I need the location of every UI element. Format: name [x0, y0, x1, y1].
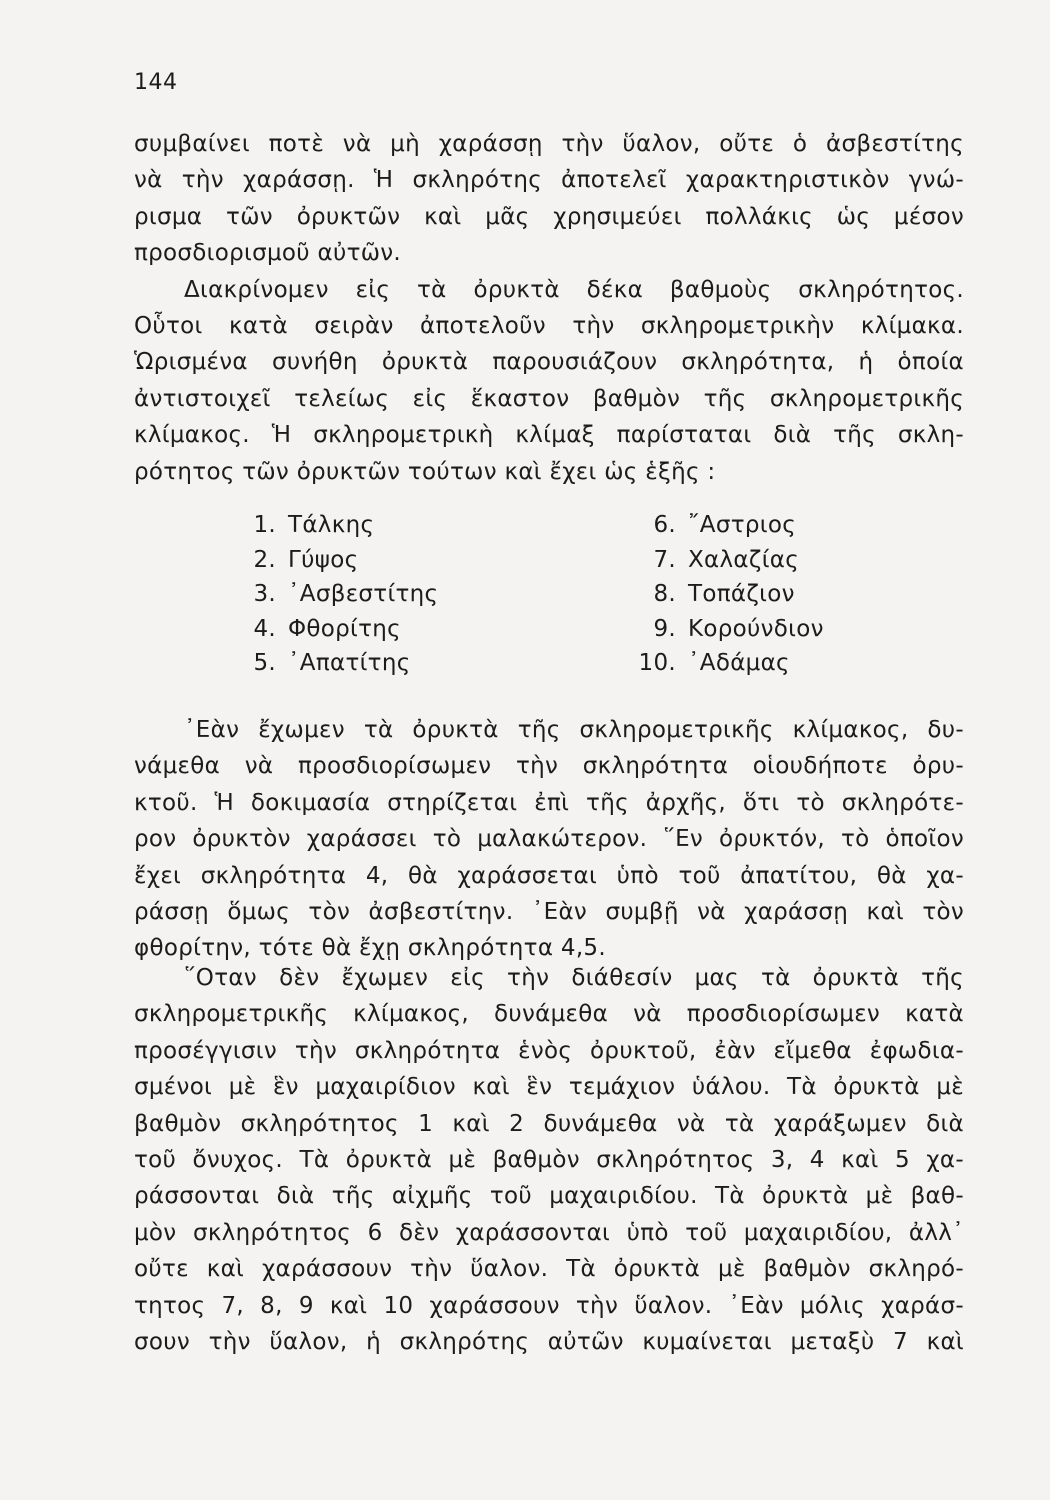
text-line: ράσσῃ ὅμως τὸν ἀσβεστίτην. ᾿Εὰν συμβῇ νὰ χαράσσῃ καὶ τὸν — [134, 899, 964, 926]
text-line: ρότητος τῶν ὀρυκτῶν τούτων καὶ ἔχει ὡς ἑξῆς : — [134, 458, 716, 485]
scale-item — [630, 543, 824, 578]
text-line: ρον ὀρυκτὸν χαράσσει τὸ μαλακώτερον. ῞Εν ὀρυκτόν, τὸ ὁποῖον — [134, 826, 964, 853]
text-line: τητος 7, 8, 9 καὶ 10 χαράσσουν τὴν ὕαλον. ᾿Εὰν μόλις χαράσ- — [134, 1292, 964, 1319]
text-line: συμβαίνει ποτὲ νὰ μὴ χαράσσῃ τὴν ὕαλον, οὔτε ὁ ἀσβεστίτης — [134, 131, 964, 157]
scale-item-number: 10. — [638, 650, 676, 677]
scale-item — [230, 612, 438, 647]
paragraph-field-test — [134, 960, 964, 1360]
scale-item-number: 3. — [253, 581, 276, 608]
scale-item-number: 5. — [253, 650, 276, 677]
text-line: προσέγγισιν τὴν σκληρότητα ἑνὸς ὀρυκτοῦ, ἐὰν εἴμεθα ἐφωδια- — [134, 1037, 964, 1064]
scale-item-mineral: ᾿Ασβεστίτης — [288, 581, 439, 608]
scale-item-mineral: Γύψος — [288, 546, 359, 573]
scale-item-number: 8. — [653, 581, 676, 608]
scale-item — [630, 646, 824, 681]
text-line: νάμεθα νὰ προσδιορίσωμεν τὴν σκληρότητα οἱουδήποτε ὀρυ- — [134, 753, 964, 780]
text-line: βαθμὸν σκληρότητος 1 καὶ 2 δυνάμεθα νὰ τὰ χαράξωμεν διὰ — [134, 1110, 964, 1137]
hardness-scale-left-column — [230, 508, 438, 681]
text-line: τοῦ ὄνυχος. Τὰ ὀρυκτὰ μὲ βαθμὸν σκληρότητος 3, 4 καὶ 5 χα- — [134, 1147, 964, 1174]
paragraph-hardness-intro — [134, 126, 964, 490]
text-line: Διακρίνομεν εἰς τὰ ὀρυκτὰ δέκα βαθμοὺς σκληρότητος. — [184, 276, 964, 303]
scale-item-number: 6. — [653, 512, 676, 538]
text-line: Ὡρισμένα συνήθη ὀρυκτὰ παρουσιάζουν σκληρότητα, ἡ ὁποία — [134, 349, 964, 376]
hardness-scale-right-column — [630, 508, 824, 681]
page-number: 144 — [134, 70, 178, 95]
text-line: Οὗτοι κατὰ σειρὰν ἀποτελοῦν τὴν σκληρομετρικὴν κλίμακα. — [134, 313, 964, 340]
paragraph-scale-usage — [134, 712, 964, 967]
scale-item-number: 7. — [653, 546, 676, 573]
scale-item-mineral: ᾿Αδάμας — [688, 650, 790, 677]
scale-item — [630, 508, 824, 543]
text-line: ρισμα τῶν ὀρυκτῶν καὶ μᾶς χρησιμεύει πολλάκις ὡς μέσον — [134, 203, 964, 230]
scale-item — [230, 646, 438, 681]
text-line: κτοῦ. Ἡ δοκιμασία στηρίζεται ἐπὶ τῆς ἀρχῆς, ὅτι τὸ σκληρότε- — [134, 789, 964, 816]
scale-item-mineral: Χαλαζίας — [688, 546, 800, 573]
text-line: σουν τὴν ὕαλον, ἡ σκληρότης αὐτῶν κυμαίνεται μεταξὺ 7 καὶ — [134, 1329, 964, 1356]
text-line: ἀντιστοιχεῖ τελείως εἰς ἕκαστον βαθμὸν τῆς σκληρομετρικῆς — [134, 385, 964, 412]
scale-item-number: 9. — [653, 615, 676, 642]
text-line: ράσσονται διὰ τῆς αἰχμῆς τοῦ μαχαιριδίου. Τὰ ὀρυκτὰ μὲ βαθ- — [134, 1183, 964, 1210]
scale-item-number: 1. — [253, 512, 276, 538]
text-line: σμένοι μὲ ἓν μαχαιρίδιον καὶ ἓν τεμάχιον ὑάλου. Τὰ ὀρυκτὰ μὲ — [134, 1074, 964, 1101]
text-line: ἔχει σκληρότητα 4, θὰ χαράσσεται ὑπὸ τοῦ ἀπατίτου, θὰ χα- — [134, 862, 964, 889]
text-line: σκληρομετρικῆς κλίμακος, δυνάμεθα νὰ προσδιορίσωμεν κατὰ — [134, 1001, 964, 1028]
text-line: μὸν σκληρότητος 6 δὲν χαράσσονται ὑπὸ τοῦ μαχαιριδίου, ἀλλ᾿ — [134, 1219, 964, 1246]
scale-item — [230, 508, 438, 543]
scale-item-mineral: ᾿Απατίτης — [288, 650, 411, 677]
text-line: ῞Οταν δὲν ἔχωμεν εἰς τὴν διάθεσίν μας τὰ ὀρυκτὰ τῆς — [184, 965, 964, 991]
scale-item — [230, 543, 438, 578]
text-line: οὔτε καὶ χαράσσουν τὴν ὕαλον. Τὰ ὀρυκτὰ μὲ βαθμὸν σκληρό- — [134, 1256, 964, 1283]
scale-item-mineral: ῎Αστριος — [688, 512, 797, 538]
scale-item — [630, 577, 824, 612]
scale-item — [230, 577, 438, 612]
scale-item — [630, 612, 824, 647]
text-line: κλίμακος. Ἡ σκληρομετρικὴ κλίμαξ παρίσταται διὰ τῆς σκλη- — [134, 422, 964, 449]
text-line: νὰ τὴν χαράσσῃ. Ἡ σκληρότης ἀποτελεῖ χαρακτηριστικὸν γνώ- — [134, 167, 964, 194]
scale-item-number: 4. — [253, 615, 276, 642]
text-line: ᾿Εὰν ἔχωμεν τὰ ὀρυκτὰ τῆς σκληρομετρικῆς κλίμακος, δυ- — [184, 717, 964, 743]
text-line: προσδιορισμοῦ αὐτῶν. — [134, 240, 402, 267]
scale-item-mineral: Φθορίτης — [288, 615, 401, 642]
scale-item-number: 2. — [253, 546, 276, 573]
scale-item-mineral: Κορούνδιον — [688, 615, 824, 642]
scale-item-mineral: Τοπάζιον — [688, 581, 795, 608]
text-line: φθορίτην, τότε θὰ ἔχῃ σκληρότητα 4,5. — [134, 935, 606, 962]
scale-item-mineral: Τάλκης — [288, 512, 375, 538]
